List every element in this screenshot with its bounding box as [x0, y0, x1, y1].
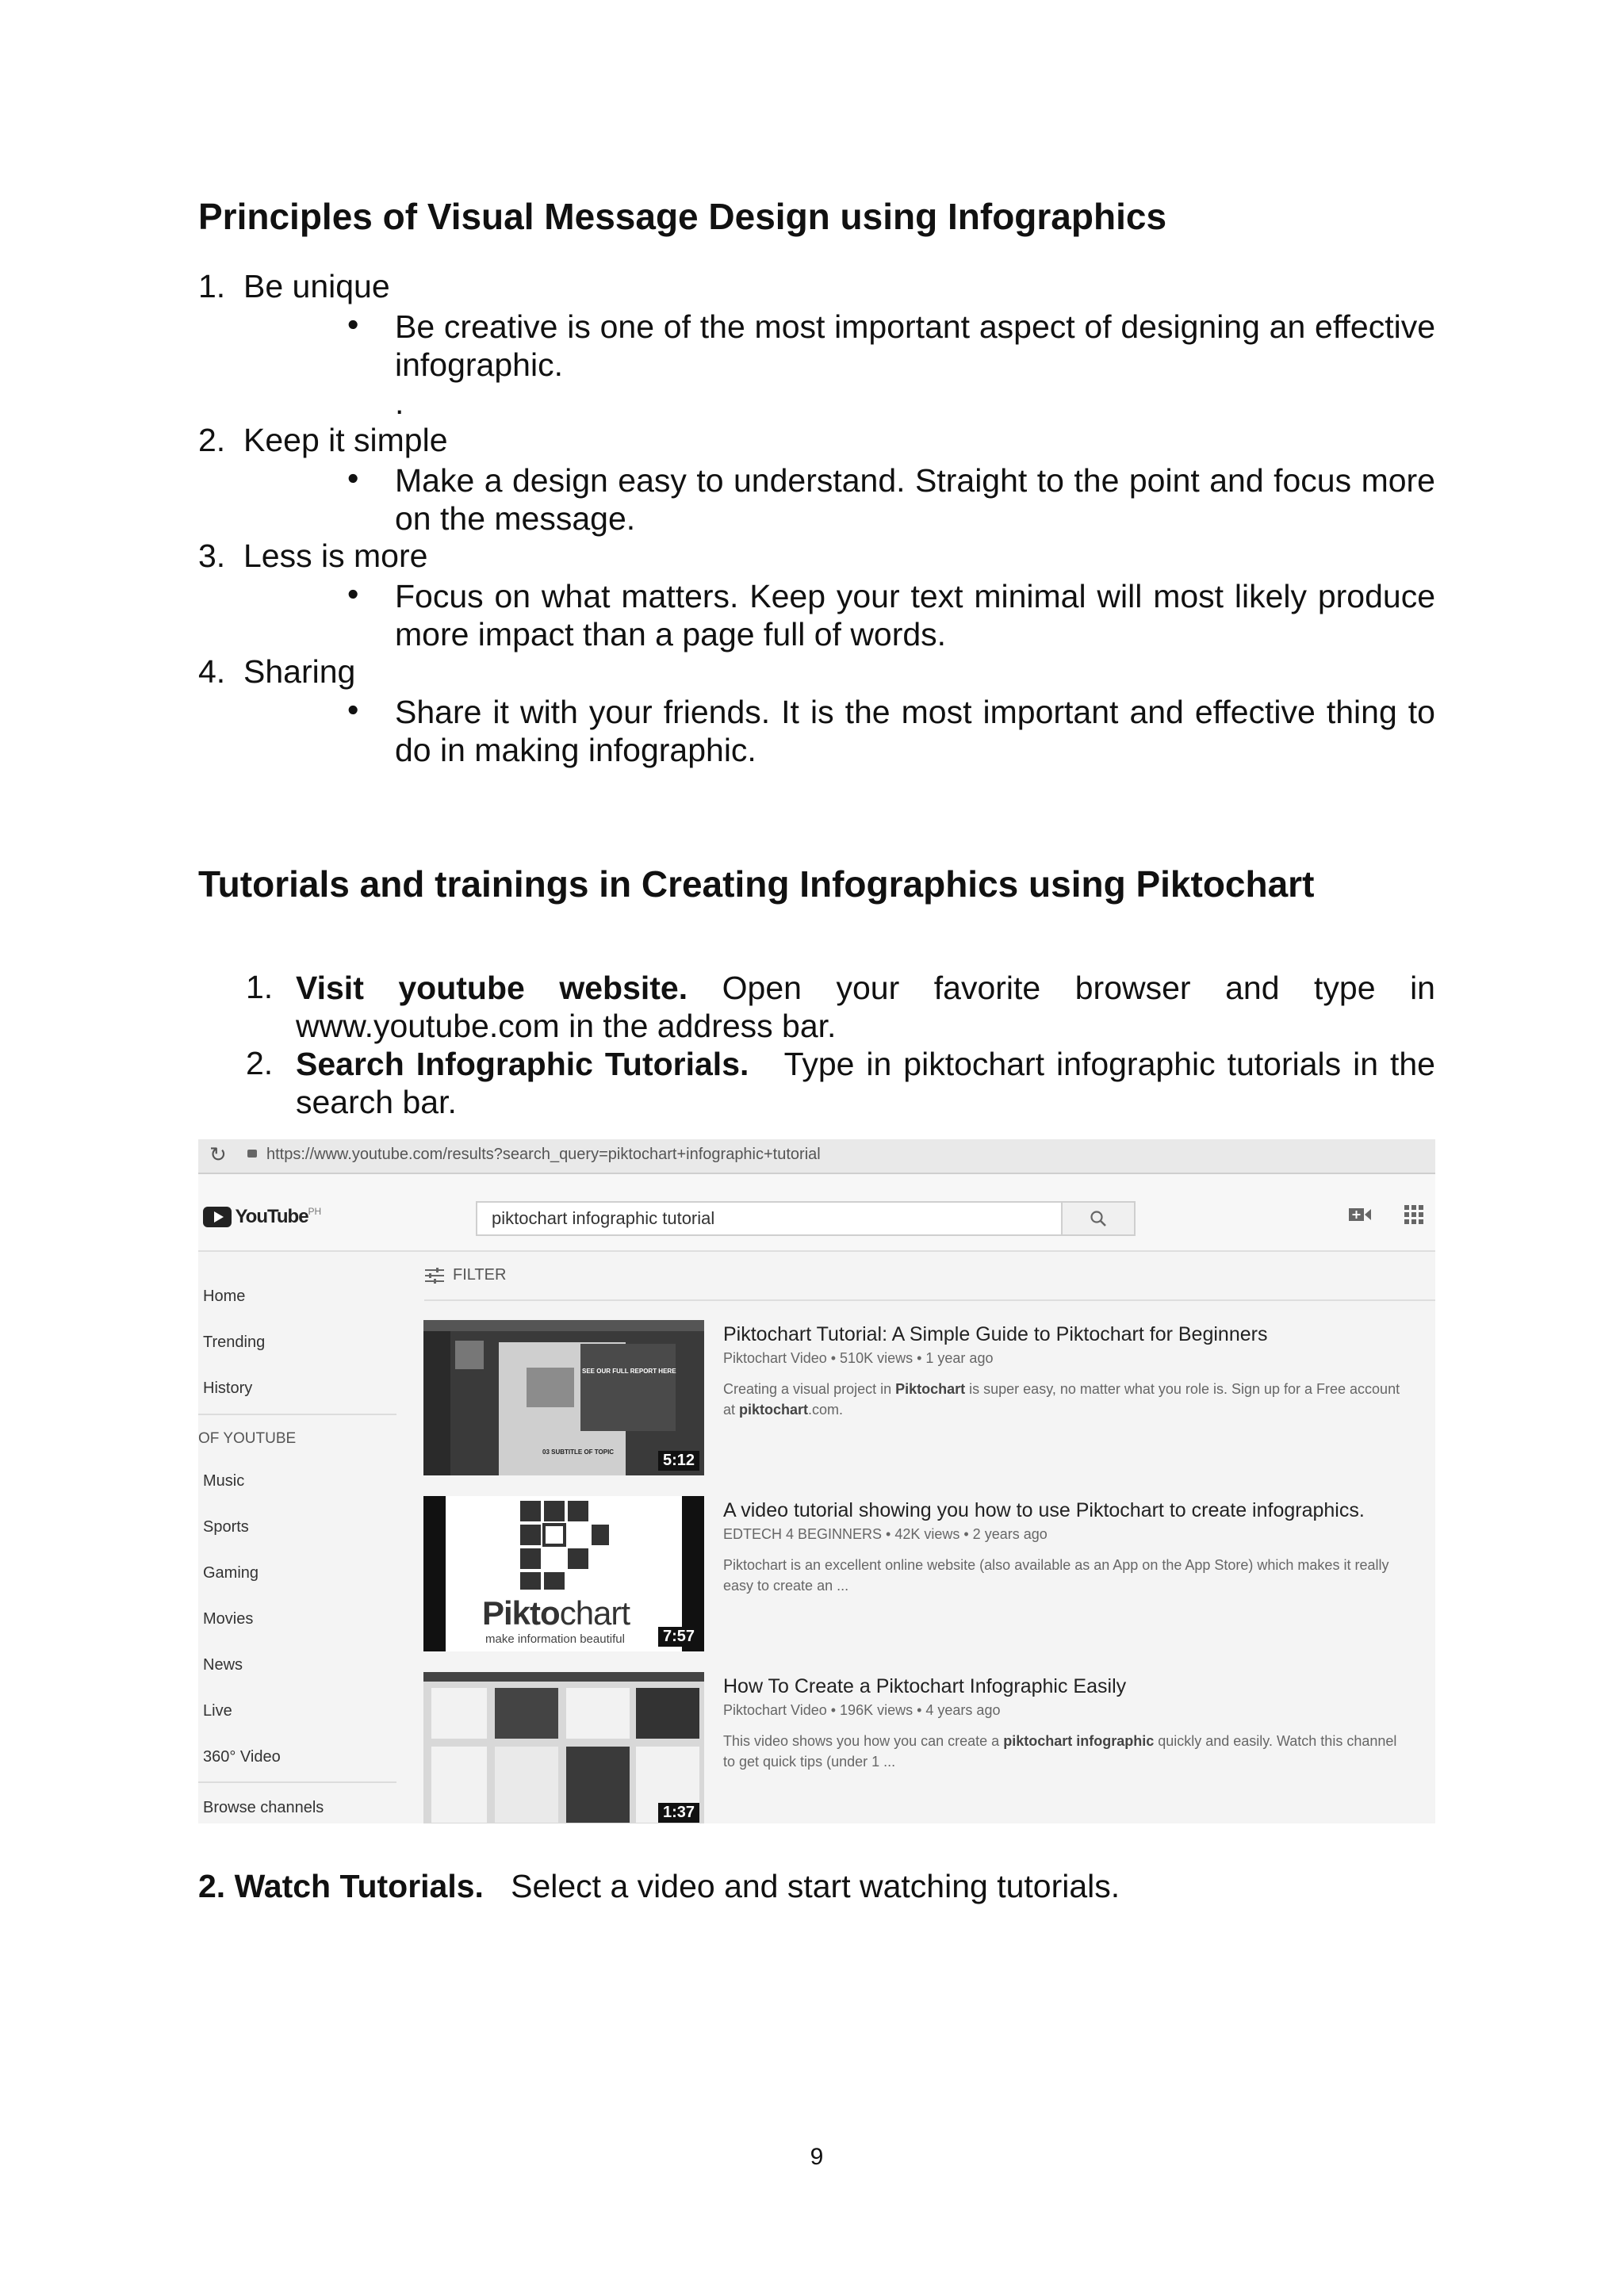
filter-label: FILTER	[453, 1266, 507, 1284]
thumb-topbar	[423, 1320, 704, 1331]
video-description-1	[723, 1379, 1405, 1420]
youtube-screenshot	[198, 1139, 1435, 1823]
search-box[interactable]	[476, 1201, 1136, 1236]
step-2-line-1	[296, 1045, 1435, 1083]
filter-divider	[424, 1299, 1435, 1301]
youtube-sidebar	[198, 1252, 398, 1823]
browser-address-bar[interactable]	[198, 1139, 1435, 1174]
youtube-play-icon	[203, 1207, 232, 1227]
sidebar-item-history[interactable]: History	[203, 1380, 253, 1397]
step-1-text-part: Open your favorite browser and type in	[722, 970, 1435, 1006]
video-meta-3: Piktochart Video • 196K views • 4 years ago	[723, 1702, 1001, 1718]
list-item-4-title	[198, 653, 355, 691]
video-title-3[interactable]: How To Create a Piktochart Infographic Easily	[723, 1675, 1127, 1697]
list-item-3-bullet: Focus on what matters. Keep your text minimal will most likely produce more impact than a page full of words.	[395, 578, 1435, 652]
sidebar-item-sports[interactable]: Sports	[203, 1518, 249, 1536]
sidebar-item-news[interactable]: News	[203, 1656, 243, 1674]
step-2-text	[296, 1045, 1435, 1121]
video-duration: 5:12	[658, 1451, 699, 1471]
bullet-icon: •	[347, 691, 359, 728]
desc-text: .com.	[808, 1402, 844, 1418]
thumb-brand-bold: Pikto	[482, 1594, 560, 1632]
sidebar-item-browse-channels[interactable]: Browse channels	[203, 1799, 324, 1816]
step-2-line-2: search bar.	[296, 1084, 457, 1120]
step-1-text	[296, 969, 1435, 1045]
list-title: Be unique	[243, 268, 390, 304]
sidebar-item-music[interactable]: Music	[203, 1472, 245, 1490]
list-title: Less is more	[243, 538, 428, 574]
sidebar-item-movies[interactable]: Movies	[203, 1610, 254, 1628]
list-item-4-bullet: Share it with your friends. It is the most important and effective thing to do in making infographic.	[395, 694, 1435, 768]
thumb-brand-light: chart	[559, 1594, 630, 1632]
desc-bold: Piktochart	[895, 1381, 966, 1397]
thumb-dark-block	[580, 1344, 676, 1431]
search-icon	[1090, 1210, 1107, 1227]
page-number: 9	[810, 2144, 824, 2170]
list-number: 2.	[198, 422, 226, 458]
step-1-line-1	[296, 969, 1435, 1007]
list-title: Sharing	[243, 653, 356, 690]
desc-bold: piktochart	[739, 1402, 809, 1418]
list-item-1-title	[198, 268, 390, 305]
section-heading-principles: Principles of Visual Message Design using Infographics	[198, 196, 1167, 237]
thumb-card	[495, 1688, 558, 1739]
list-title: Keep it simple	[243, 422, 448, 458]
watch-text: Select a video and start watching tutorials.	[511, 1868, 1120, 1904]
thumb-card	[566, 1747, 630, 1823]
step-2-text-part: Type in piktochart infographic tutorials in the	[783, 1046, 1435, 1082]
sidebar-item-trending[interactable]: Trending	[203, 1334, 266, 1351]
filter-button[interactable]	[424, 1266, 506, 1284]
watch-bold: 2. Watch Tutorials.	[198, 1868, 484, 1904]
thumb-brand	[482, 1594, 630, 1632]
youtube-region: PH	[308, 1206, 322, 1217]
youtube-logo[interactable]	[203, 1206, 321, 1228]
step-1-number: 1.	[246, 969, 274, 1005]
video-title-2[interactable]: A video tutorial showing you how to use Piktochart to create infographics.	[723, 1499, 1365, 1521]
thumb-card	[636, 1688, 699, 1739]
thumb-tagline: make information beautiful	[485, 1632, 625, 1646]
step-1-bold: Visit youtube website.	[296, 970, 688, 1006]
thumb-text-1: SEE OUR FULL REPORT HERE	[582, 1368, 676, 1375]
desc-text: Creating a visual project in	[723, 1381, 896, 1397]
address-url[interactable]: https://www.youtube.com/results?search_query=piktochart+infographic+tutorial	[266, 1146, 821, 1163]
reload-icon[interactable]: ↻	[209, 1142, 227, 1166]
list-item-1-bullet: Be creative is one of the most important aspect of designing an effective infographic.	[395, 308, 1435, 383]
sidebar-item-home[interactable]: Home	[203, 1288, 246, 1305]
thumb-card	[431, 1747, 487, 1823]
sidebar-item-live[interactable]: Live	[203, 1702, 232, 1720]
video-meta-1: Piktochart Video • 510K views • 1 year ago	[723, 1350, 994, 1366]
step-2-number: 2.	[246, 1045, 274, 1081]
desc-text: quickly and easily. Watch this channel to get quick tips (under 1 ...	[723, 1733, 1397, 1770]
lock-icon	[247, 1150, 257, 1158]
search-button[interactable]	[1061, 1203, 1134, 1234]
list-item-1-extra: .	[395, 385, 404, 421]
sidebar-divider	[198, 1781, 396, 1783]
thumb-card	[495, 1747, 558, 1823]
sidebar-item-360-video[interactable]: 360° Video	[203, 1748, 281, 1766]
bullet-icon: •	[347, 576, 359, 612]
list-item-2-title	[198, 422, 448, 459]
sidebar-divider	[198, 1414, 396, 1415]
sidebar-section-label: OF YOUTUBE	[198, 1430, 297, 1447]
list-item-2-bullet: Make a design easy to understand. Straight to the point and focus more on the message.	[395, 462, 1435, 537]
video-duration: 1:37	[658, 1803, 699, 1823]
thumb-toolbar	[423, 1331, 450, 1475]
step-1-line-2: www.youtube.com in the address bar.	[296, 1008, 837, 1044]
video-title-1[interactable]: Piktochart Tutorial: A Simple Guide to Piktochart for Beginners	[723, 1323, 1268, 1345]
thumb-panel	[455, 1341, 484, 1369]
list-item-3-title	[198, 538, 427, 575]
video-thumbnail-2[interactable]	[423, 1496, 704, 1651]
section-heading-tutorials: Tutorials and trainings in Creating Infographics using Piktochart	[198, 863, 1315, 905]
desc-text: is super easy, no matter what you role is. Sign up for a Free account at	[723, 1381, 1400, 1418]
upload-video-icon[interactable]	[1348, 1206, 1372, 1223]
list-number: 3.	[198, 538, 226, 574]
thumb-card	[431, 1688, 487, 1739]
video-description-2: Piktochart is an excellent online website (also available as an App on the App Store) which makes it really easy to create an ...	[723, 1557, 1389, 1594]
video-duration: 7:57	[658, 1627, 699, 1647]
thumb-text-2: 03 SUBTITLE OF TOPIC	[542, 1448, 615, 1456]
bullet-icon: •	[347, 460, 359, 496]
sidebar-item-gaming[interactable]: Gaming	[203, 1564, 259, 1582]
search-input[interactable]	[477, 1203, 1126, 1234]
desc-bold: piktochart infographic	[1003, 1733, 1155, 1749]
thumb-topbar	[423, 1672, 704, 1682]
desc-text: This video shows you how you can create a	[723, 1733, 1004, 1749]
filter-icon	[424, 1267, 445, 1284]
thumb-card	[566, 1688, 630, 1739]
video-description-3	[723, 1731, 1405, 1772]
youtube-header	[198, 1174, 1435, 1252]
youtube-logo-text: YouTube	[235, 1206, 308, 1227]
step-2-bold: Search Infographic Tutorials.	[296, 1046, 749, 1082]
list-number: 1.	[198, 268, 226, 304]
video-thumbnail-1[interactable]	[423, 1320, 704, 1475]
video-meta-2: EDTECH 4 BEGINNERS • 42K views • 2 years ago	[723, 1526, 1048, 1542]
piktochart-logo-icon	[519, 1499, 611, 1591]
watch-tutorials-line	[198, 1868, 1120, 1905]
thumb-graphic	[527, 1368, 574, 1407]
list-number: 4.	[198, 653, 226, 690]
video-thumbnail-3[interactable]	[423, 1672, 704, 1823]
bullet-icon: •	[347, 306, 359, 342]
apps-grid-icon[interactable]	[1404, 1204, 1424, 1225]
